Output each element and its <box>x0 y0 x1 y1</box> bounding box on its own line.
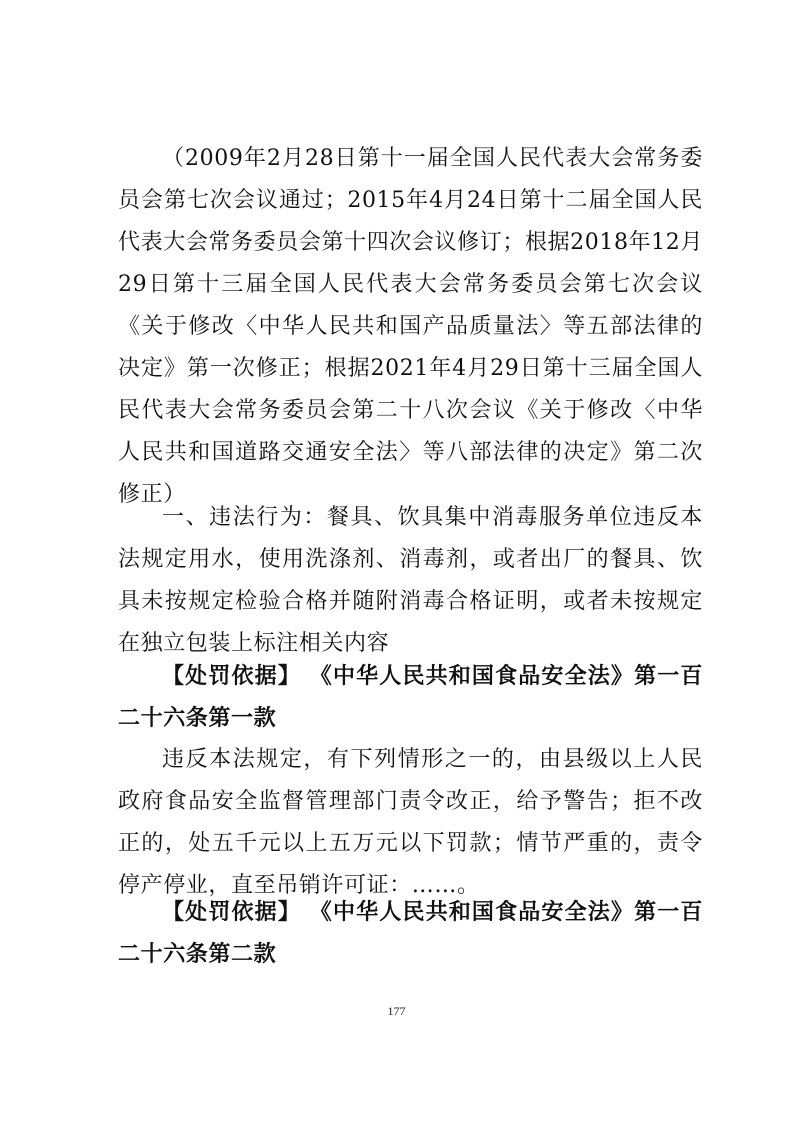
penalty-basis-heading: 【处罚依据】 《中华人民共和国食品安全法》第一百二十六条第一款 <box>118 663 703 731</box>
penalty-basis-heading: 【处罚依据】 《中华人民共和国食品安全法》第一百二十六条第二款 <box>118 899 703 967</box>
penalty-basis-text: 违反本法规定，有下列情形之一的，由县级以上人民政府食品安全监督管理部门责令改正，给予警告；拒不改正的，处五千元以上五万元以下罚款；情节严重的，责令停产停业，直至吊销许可证：……。 <box>118 747 703 898</box>
violation-description: 一、违法行为：餐具、饮具集中消毒服务单位违反本法规定用水，使用洗涤剂、消毒剂，或者出厂的餐具、饮具未按规定检验合格并随附消毒合格证明，或者未按规定在独立包装上标注相关内容 <box>118 505 703 656</box>
page-number: 177 <box>387 1004 406 1018</box>
law-revision-history: （2009年2月28日第十一届全国人民代表大会常务委员会第七次会议通过；2015年4月24日第十二届全国人民代表大会常务委员会第十四次会议修订；根据2018年12月29日第十三届全国人民代表大会常务委员会第七次会议《关于修改〈中华人民共和国产品质量法〉等五部法律的决定》第一次修正；根据2021年4月29日第十三届全国人民代表大会常务委员会第二十八次会议《关于修改〈中华人民共和国道路交通安全法〉等八部法律的决定》第二次修正） <box>118 146 703 507</box>
